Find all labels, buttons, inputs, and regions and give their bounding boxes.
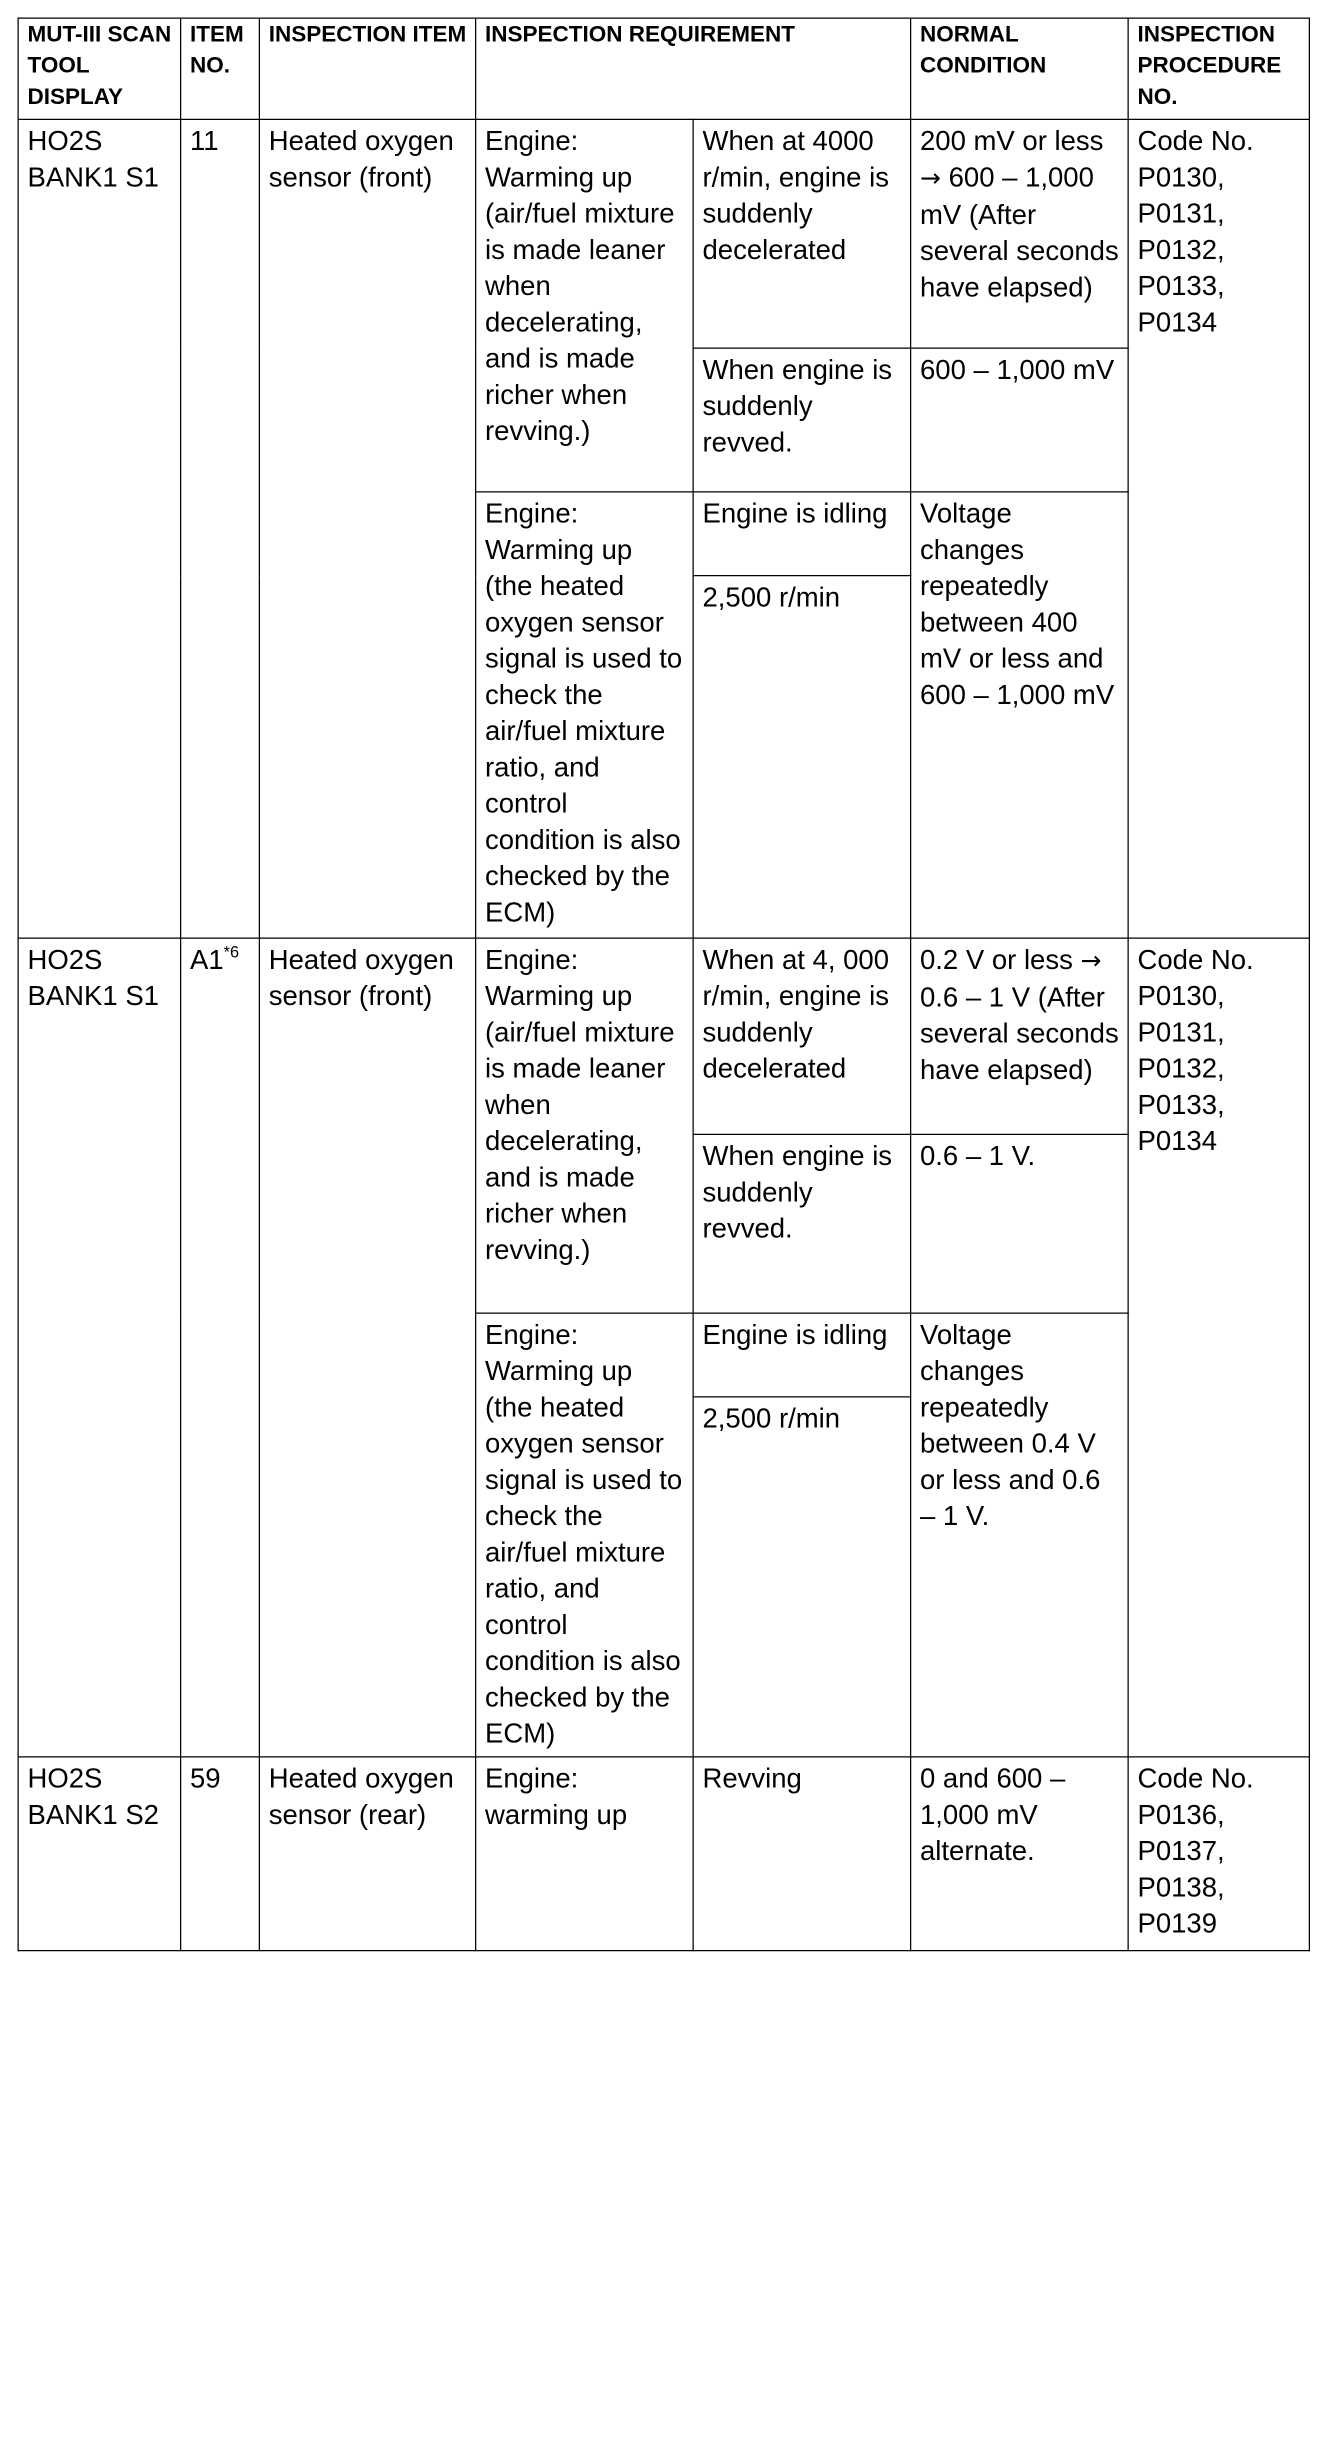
table-row — [18, 1757, 1309, 1951]
procedure-cell: Code No. P0136, P0137, P0138, P0139 — [1128, 1757, 1309, 1951]
condition-cell: 2,500 r/min — [693, 1397, 911, 1757]
item-no-text: A1 — [190, 943, 224, 975]
display-cell: HO2S BANK1 S2 — [18, 1757, 181, 1951]
condition-cell: When engine is suddenly revved. — [693, 1134, 911, 1313]
condition-cell: When at 4, 000 r/min, engine is suddenly decelerated — [693, 938, 911, 1134]
header-item-no: ITEM NO. — [181, 18, 260, 119]
requirement-cell: Engine: Warming up (air/fuel mixture is made leaner when decelerating, and is made richer when revving.) — [476, 938, 694, 1313]
item-no-cell: 11 — [181, 119, 260, 938]
normal-condition-cell — [911, 119, 1129, 348]
requirement-cell: Engine: Warming up (the heated oxygen sensor signal is used to check the air/fuel mixture ratio, and control condition is also checked by the ECM) — [476, 1313, 694, 1757]
normal-condition-cell: 0.6 – 1 V. — [911, 1134, 1129, 1313]
normal-text: 0.2 V or less — [920, 943, 1073, 975]
table-row — [18, 119, 1309, 348]
requirement-cell: Engine: warming up — [476, 1757, 694, 1951]
inspection-item-cell: Heated oxygen sensor (rear) — [259, 1757, 475, 1951]
condition-cell: Revving — [693, 1757, 911, 1951]
table-row — [18, 938, 1309, 1134]
normal-condition-cell: 600 – 1,000 mV — [911, 348, 1129, 492]
normal-text: 0.6 – 1 V (After several seconds have elapsed) — [920, 981, 1119, 1085]
inspection-item-cell: Heated oxygen sensor (front) — [259, 119, 475, 938]
procedure-cell: Code No. P0130, P0131, P0132, P0133, P0134 — [1128, 119, 1309, 938]
footnote-mark: *6 — [223, 942, 240, 962]
header-row — [18, 18, 1309, 119]
condition-cell: When at 4000 r/min, engine is suddenly decelerated — [693, 119, 911, 348]
header-procedure-no: INSPECTION PROCEDURE NO. — [1128, 18, 1309, 119]
condition-cell: 2,500 r/min — [693, 576, 911, 939]
inspection-table — [18, 18, 1311, 1952]
normal-condition-cell — [911, 938, 1129, 1134]
display-cell: HO2S BANK1 S1 — [18, 119, 181, 938]
item-no-cell — [181, 938, 260, 1757]
item-no-cell: 59 — [181, 1757, 260, 1951]
condition-cell: Engine is idling — [693, 1313, 911, 1397]
header-inspection-requirement: INSPECTION REQUIREMENT — [476, 18, 911, 119]
condition-cell: When engine is suddenly revved. — [693, 348, 911, 492]
requirement-cell: Engine: Warming up (air/fuel mixture is made leaner when decelerating, and is made richer when revving.) — [476, 119, 694, 492]
header-display: MUT-III SCAN TOOL DISPLAY — [18, 18, 181, 119]
arrow-icon: → — [920, 162, 941, 193]
inspection-item-cell: Heated oxygen sensor (front) — [259, 938, 475, 1757]
normal-condition-cell: 0 and 600 – 1,000 mV alternate. — [911, 1757, 1129, 1951]
normal-condition-cell: Voltage changes repeatedly between 400 mV or less and 600 – 1,000 mV — [911, 492, 1129, 938]
header-inspection-item: INSPECTION ITEM — [259, 18, 475, 119]
procedure-cell: Code No. P0130, P0131, P0132, P0133, P0134 — [1128, 938, 1309, 1757]
normal-text: 600 – 1,000 mV (After several seconds have elapsed) — [920, 161, 1119, 303]
display-cell: HO2S BANK1 S1 — [18, 938, 181, 1757]
normal-text: 200 mV or less — [920, 125, 1104, 157]
normal-condition-cell: Voltage changes repeatedly between 0.4 V or less and 0.6 – 1 V. — [911, 1313, 1129, 1757]
requirement-cell: Engine: Warming up (the heated oxygen sensor signal is used to check the air/fuel mixture ratio, and control condition is also checked by the ECM) — [476, 492, 694, 938]
arrow-icon: → — [1080, 945, 1102, 975]
header-normal-condition: NORMAL CONDITION — [911, 18, 1129, 119]
condition-cell: Engine is idling — [693, 492, 911, 576]
